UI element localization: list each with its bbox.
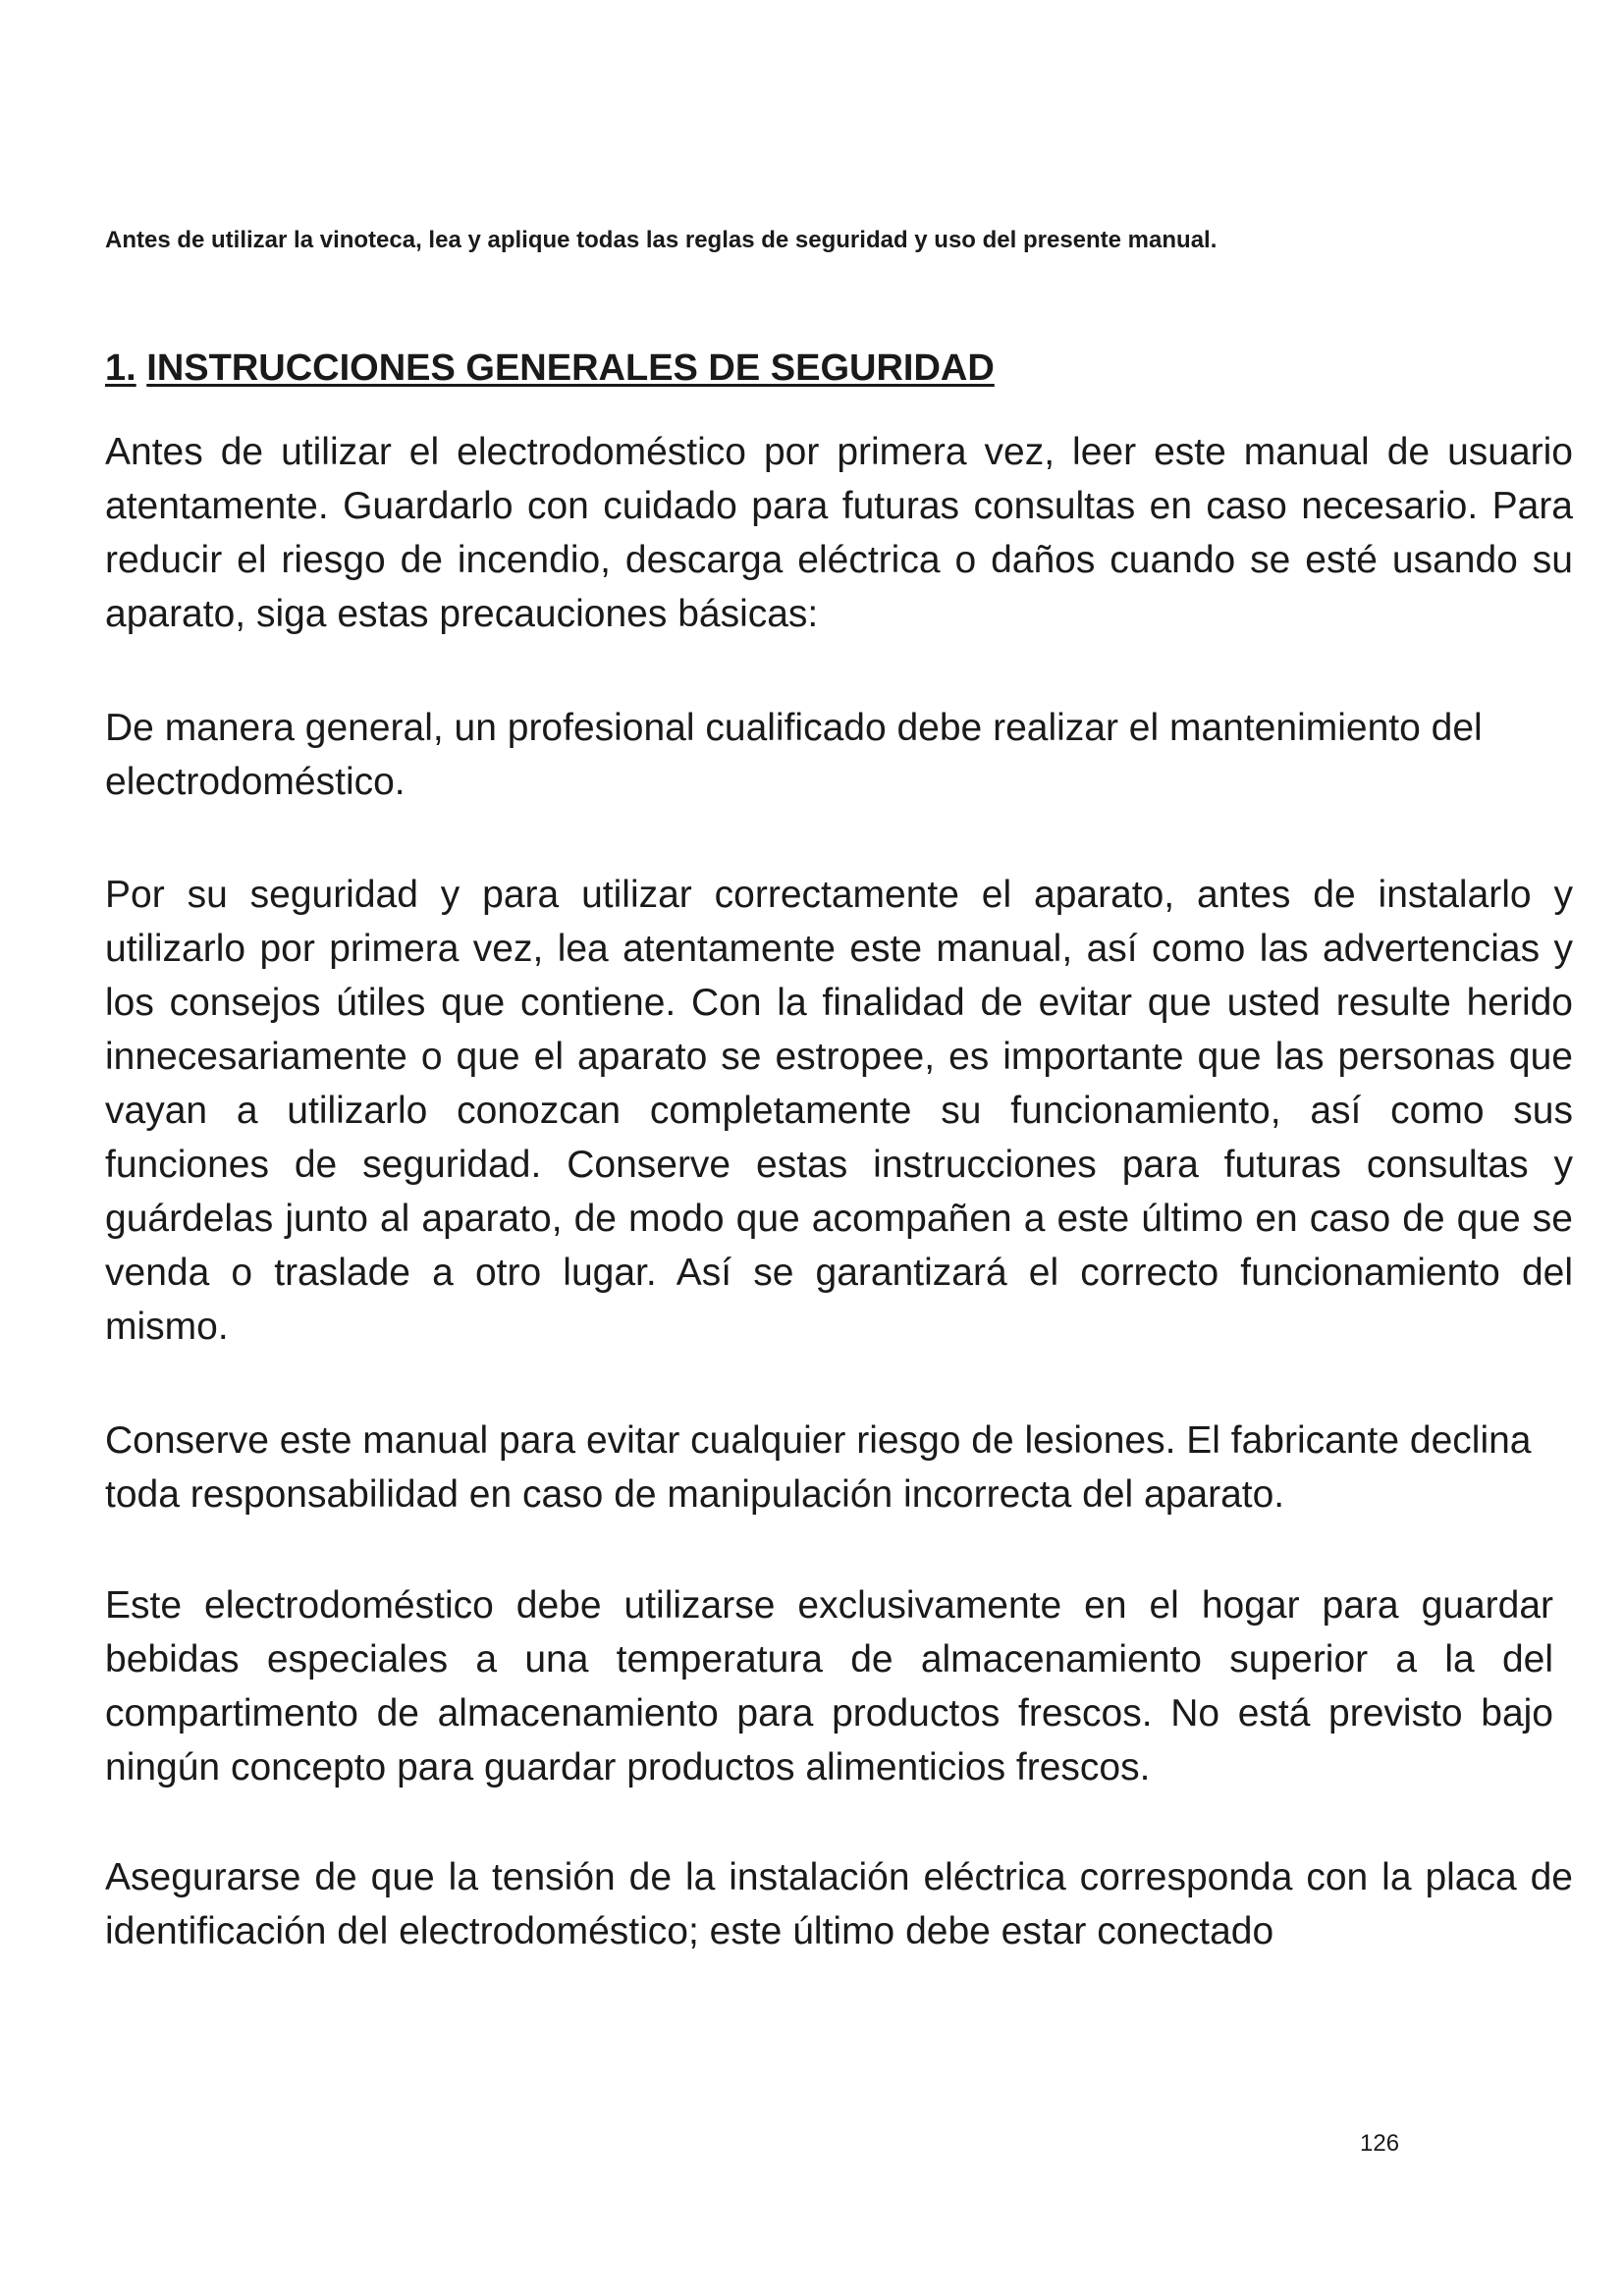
section-number: 1. [105, 347, 136, 389]
paragraph-voltage: Asegurarse de que la tensión de la instalación eléctrica corresponda con la placa de identificación del electrodoméstico; este último debe estar conectado [105, 1856, 1573, 1952]
page-number: 126 [1360, 2130, 1400, 2157]
section-title: INSTRUCCIONES GENERALES DE SEGURIDAD [146, 347, 995, 389]
intro-notice: Antes de utilizar la vinoteca, lea y aplique todas las reglas de seguridad y uso del presente manual. [105, 227, 1218, 253]
paragraph-maintenance: De manera general, un profesional cualificado debe realizar el mantenimiento del electrodoméstico. [105, 707, 1483, 803]
paragraph-intended-use: Este electrodoméstico debe utilizarse exclusivamente en el hogar para guardar bebidas especiales a una temperatura de almacenamiento superior a la del compartimento de almacenamiento para productos frescos. No está previsto bajo ningún concepto para guardar productos alimenticios frescos. [105, 1584, 1553, 1789]
paragraph-liability: Conserve este manual para evitar cualquier riesgo de lesiones. El fabricante declina toda responsabilidad en caso de manipulación incorrecta del aparato. [105, 1419, 1532, 1516]
paragraph-safety-instructions: Por su seguridad y para utilizar correctamente el aparato, antes de instalarlo y utilizarlo por primera vez, lea atentamente este manual, así como las advertencias y los consejos útiles que contiene. Con la finalidad de evitar que usted resulte herido innecesariamente o que el aparato se estropee, es importante que las personas que vayan a utilizarlo conozcan completamente su funcionamiento, así como sus funciones de seguridad. Conserve estas instrucciones para futuras consultas y guárdelas junto al aparato, de modo que acompañen a este último en caso de que se venda o traslade a otro lugar. Así se garantizará el correcto funcionamiento del mismo. [105, 874, 1573, 1348]
paragraph-usage-precautions: Antes de utilizar el electrodoméstico por primera vez, leer este manual de usuario atentamente. Guardarlo con cuidado para futuras consultas en caso necesario. Para reducir el riesgo de incendio, descarga eléctrica o daños cuando se esté usando su aparato, siga estas precauciones básicas: [105, 431, 1573, 635]
section-heading [105, 346, 1539, 391]
